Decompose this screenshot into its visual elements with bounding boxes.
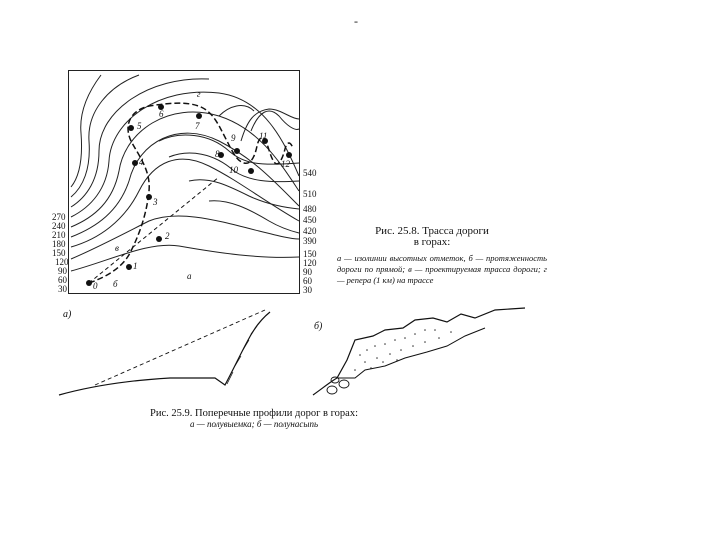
contour-line: [71, 133, 299, 237]
point-label: 11: [259, 131, 268, 141]
point-label: 1: [133, 261, 138, 271]
reper-point: [146, 194, 152, 200]
point-label: 7: [195, 121, 200, 131]
straight-distance-line: [89, 177, 219, 283]
reper-point: [248, 168, 254, 174]
contour-line: [71, 245, 299, 271]
figure-25-9-title: Рис. 25.9. Поперечные профили дорог в горах:: [150, 408, 359, 419]
fill-dots: [354, 329, 452, 371]
reper-point: [132, 160, 138, 166]
contour-line: [71, 216, 299, 259]
right-elevation-label: 30: [303, 285, 312, 295]
reper-point: [86, 280, 92, 286]
right-elevation-label: 120: [303, 258, 317, 268]
reper-point: [126, 264, 132, 270]
figure-25-8-title-line2: в горах:: [413, 236, 451, 248]
profile-b-label: б): [314, 321, 323, 332]
figure-25-8-title: [372, 226, 492, 248]
reper-point: [196, 113, 202, 119]
right-elevation-label: 90: [303, 267, 312, 277]
point-label: 6: [159, 109, 164, 119]
right-elevation-label: 450: [303, 215, 317, 225]
profile-a-label: а): [63, 309, 72, 320]
contour-line: [209, 201, 299, 233]
point-label: 9: [231, 133, 236, 143]
right-elevation-label: 480: [303, 204, 317, 214]
figure-25-8-title-line1: Рис. 25.8. Трасса дороги: [375, 225, 489, 237]
left-elevation-label: 210: [52, 230, 66, 240]
left-elevation-label: 150: [52, 248, 66, 258]
right-elevation-label: 150: [303, 249, 317, 259]
point-label: 8: [215, 149, 220, 159]
left-elevation-label: 180: [52, 239, 66, 249]
reper-point: [156, 236, 162, 242]
half-fill-profile: [313, 308, 525, 395]
cross-profiles-drawing: [55, 300, 545, 405]
point-label: 10: [229, 165, 238, 175]
right-elevation-label: 420: [303, 226, 317, 236]
point-label: 12: [281, 159, 290, 169]
contour-line: [159, 135, 299, 164]
right-elevation-label: 390: [303, 236, 317, 246]
left-elevation-label: 240: [52, 221, 66, 231]
fill-stones: [327, 377, 349, 394]
left-elevation-label: 30: [58, 284, 67, 294]
contour-line: [251, 111, 299, 131]
left-elevation-label: 60: [58, 275, 67, 285]
header-mark: -: [354, 14, 358, 28]
reper-point: [234, 148, 240, 154]
reper-point: [128, 125, 134, 131]
right-elevation-label: 60: [303, 276, 312, 286]
point-label: 4: [139, 157, 144, 167]
reper-marker: г: [197, 89, 201, 99]
straight-line-marker: б: [113, 279, 118, 289]
contour-line: [71, 79, 209, 207]
right-elevation-label: 510: [303, 189, 317, 199]
figure-25-9-caption: а — полувыемка; б — полунасыпь: [190, 419, 319, 429]
left-elevation-label: 270: [52, 212, 66, 222]
contour-map-drawing: [69, 71, 301, 295]
reper-point: [286, 152, 292, 158]
contour-line: [189, 180, 299, 209]
point-label: 5: [137, 121, 142, 131]
route-marker: в: [115, 243, 119, 253]
isoline-marker: а: [187, 271, 192, 281]
contour-line: [219, 106, 254, 116]
half-cut-profile: [59, 310, 270, 395]
contour-line: [71, 92, 299, 217]
contour-map-figure: [68, 70, 300, 294]
left-elevation-label: 120: [55, 257, 69, 267]
left-elevation-label: 90: [58, 266, 67, 276]
contour-line: [71, 112, 299, 227]
figure-25-8-caption: а — изолинии высотных отметок, б — протяженность дороги по прямой; в — проектируемая трасса дороги; г — репера (1 км) на трассе: [337, 253, 547, 285]
contour-line: [241, 109, 299, 141]
point-label: 3: [153, 197, 158, 207]
point-label: 2: [165, 231, 170, 241]
right-elevation-label: 540: [303, 168, 317, 178]
point-label: 0: [93, 281, 98, 291]
